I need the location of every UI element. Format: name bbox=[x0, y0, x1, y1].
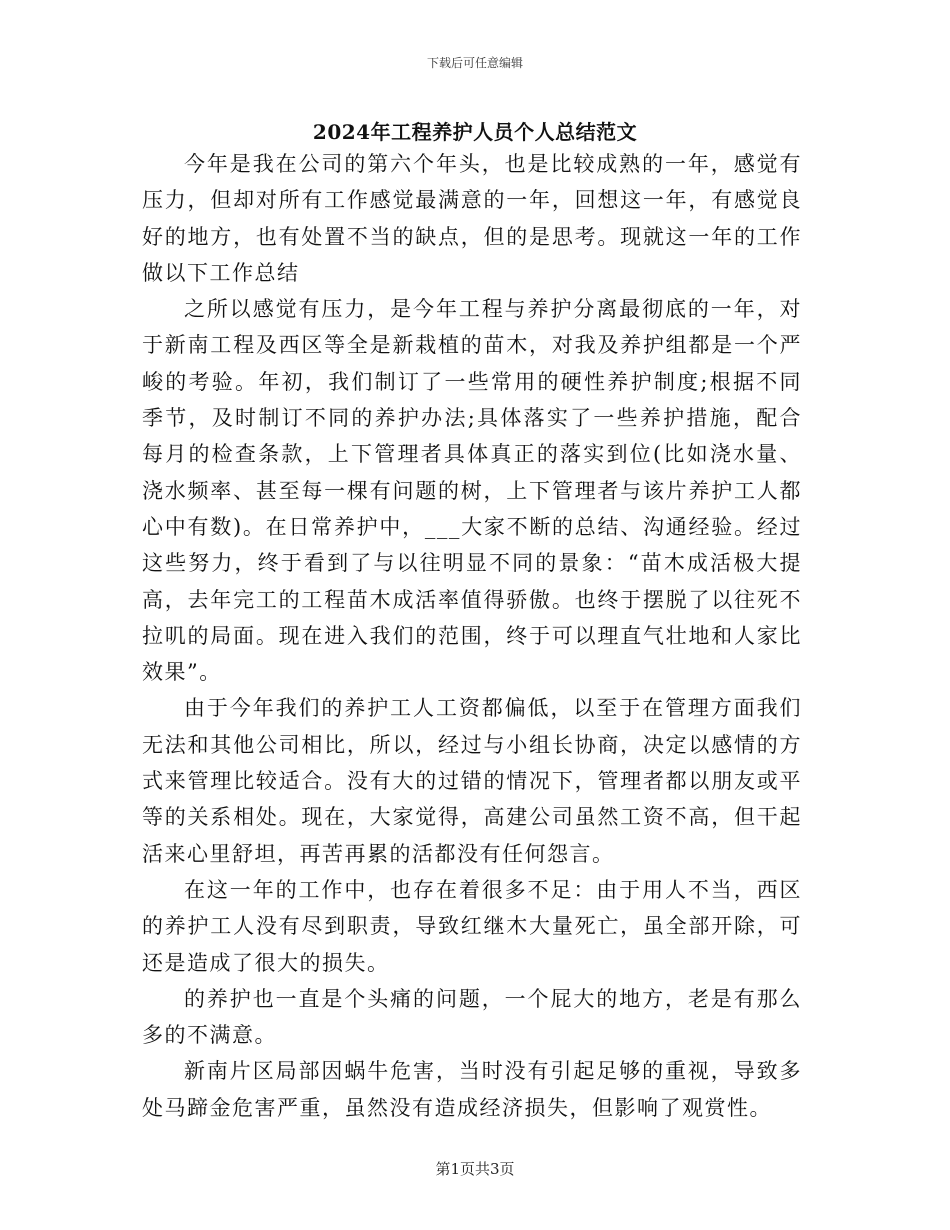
document-title: 2024年工程养护人员个人总结范文 bbox=[312, 120, 638, 144]
paragraph-snail-damage: 新南片区局部因蜗牛危害，当时没有引起足够的重视，导致多处马蹄金危害严重，虽然没有造成经济损失，但影响了观赏性。 bbox=[142, 1059, 802, 1120]
document-body bbox=[142, 146, 802, 1126]
paragraph-maintenance-issue: 的养护也一直是个头痛的问题，一个屁大的地方，老是有那么多的不满意。 bbox=[142, 986, 802, 1048]
paragraph-shortcomings: 在这一年的工作中，也存在着很多不足：由于用人不当，西区的养护工人没有尽到职责，导致红继木大量死亡，虽全部开除，可还是造成了很大的损失。 bbox=[142, 877, 802, 975]
paragraph-pressure: 之所以感觉有压力，是今年工程与养护分离最彻底的一年，对于新南工程及西区等全是新栽植的苗木，对我及养护组都是一个严峻的考验。年初，我们制订了一些常用的硬性养护制度;根据不同季节，及时制订不同的养护办法;具体落实了一些养护措施，配合每月的检查条款，上下管理者具体真正的落实到位(比如浇水量、浇水频率、甚至每一棵有问题的树，上下管理者与该片养护工人都心中有数)。在日常养护中，___大家不断的总结、沟通经验。经过这些努力，终于看到了与以往明显不同的景象：“苗木成活极大提高，去年完工的工程苗木成活率值得骄傲。也终于摆脱了以往死不拉叽的局面。现在进入我们的范围，终于可以理直气壮地和人家比效果”。 bbox=[142, 297, 802, 685]
paragraph-intro: 今年是我在公司的第六个年头，也是比较成熟的一年，感觉有压力，但却对所有工作感觉最满意的一年，回想这一年，有感觉良好的地方，也有处置不当的缺点，但的是思考。现就这一年的工作做以下工作总结 bbox=[142, 152, 802, 285]
header-note: 下载后可任意编辑 bbox=[426, 56, 523, 70]
paragraph-management: 由于今年我们的养护工人工资都偏低，以至于在管理方面我们无法和其他公司相比，所以，经过与小组长协商，决定以感情的方式来管理比较适合。没有大的过错的情况下，管理者都以朋友或平等的关系相处。现在，大家觉得，高建公司虽然工资不高，但干起活来心里舒坦，再苦再累的活都没有任何怨言。 bbox=[142, 696, 802, 866]
page-indicator: 第1页共3页 bbox=[435, 1160, 515, 1178]
